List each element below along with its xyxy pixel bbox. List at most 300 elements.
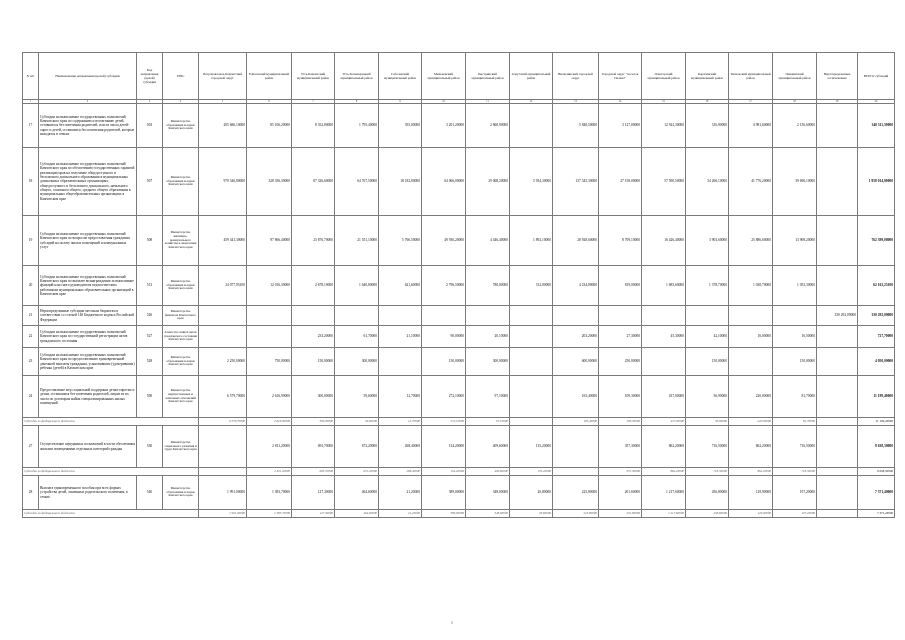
- amount-cell: 127,30000: [292, 510, 335, 518]
- amount-cell: [335, 306, 379, 326]
- grbs-name: Министерство финансов Камчатского края: [163, 306, 199, 326]
- column-number: 10: [422, 100, 466, 104]
- column-header: Городской округ "поселок Палана": [599, 53, 642, 100]
- grbs-name: Министерство имущественных и земельных отношений Камчатского края: [163, 376, 199, 418]
- amount-cell: [247, 326, 292, 348]
- amount-cell: 150,00000: [292, 348, 335, 376]
- amount-cell: [817, 266, 858, 306]
- amount-cell: 1 383,70000: [247, 476, 292, 510]
- amount-cell: 1 217,60000: [642, 476, 686, 510]
- column-header: Вилючинский городской округ: [553, 53, 599, 100]
- amount-cell: 220,00000: [729, 376, 773, 418]
- column-header: Соболевский муниципальный район: [379, 53, 422, 100]
- column-header: Быстринский муниципальный район: [466, 53, 510, 100]
- amount-cell: 16,00000: [729, 326, 773, 348]
- federal-subrow: [23, 418, 895, 426]
- subsidy-code: 527: [137, 326, 163, 348]
- amount-cell: 5 934,30000: [510, 148, 553, 216]
- amount-cell: [553, 426, 599, 468]
- amount-cell: 2 250,00000: [199, 348, 247, 376]
- row-number: 22: [23, 326, 39, 348]
- amount-cell: 348,00000: [466, 510, 510, 518]
- amount-cell: 85 106,20000: [247, 104, 292, 148]
- amount-cell: [553, 468, 599, 476]
- column-number: 20: [858, 100, 895, 104]
- amount-cell: 97 866,40000: [247, 216, 292, 266]
- amount-cell: 456,80000: [686, 476, 729, 510]
- amount-cell: 300,00000: [292, 376, 335, 418]
- table-row: [23, 426, 895, 468]
- amount-cell: [817, 326, 858, 348]
- subsidy-name: Субсидии на выполнение государственных полномочий Камчатского края по государственной регистрации актов гражданского состояния: [39, 326, 137, 348]
- amount-cell: 5 766,50000: [379, 216, 422, 266]
- amount-cell: 464,60000: [335, 476, 379, 510]
- subrow-label: Субсидии из федерального бюджета: [23, 510, 199, 518]
- amount-cell: 3 903,60000: [686, 216, 729, 266]
- subsidy-name: Субсидии на выполнение государственных полномочий Камчатского края по предоставлению единовременной денежной выплаты гражданам, усыновившим (удочерившим) ребенка (детей) в Камчатском крае: [39, 348, 137, 376]
- column-header: Наименование направления (целей) субсидии: [39, 53, 137, 100]
- amount-cell: 300,00000: [335, 348, 379, 376]
- amount-cell: [199, 468, 247, 476]
- amount-cell: 109,30000: [599, 418, 642, 426]
- amount-cell: 49 936,20000: [422, 216, 466, 266]
- amount-cell: 6 579,70000: [199, 418, 247, 426]
- subsidy-name: Нераспределенные субсидии местным бюджетам в соответствии со статьей 140 Бюджетного кодекса Российской Федерации: [39, 306, 137, 326]
- amount-cell: 8 709,10000: [599, 216, 642, 266]
- column-number: 12: [510, 100, 553, 104]
- grbs-name: Министерство образования и науки Камчатского края: [163, 476, 199, 510]
- amount-cell: [642, 306, 686, 326]
- amount-cell: 2 616,90000: [247, 418, 292, 426]
- amount-cell: 355,00000: [379, 104, 422, 148]
- amount-cell: 127,30000: [292, 476, 335, 510]
- amount-cell: 134,20000: [422, 426, 466, 468]
- amount-cell: 2 616,90000: [247, 376, 292, 418]
- federal-subrow: [23, 510, 895, 518]
- amount-cell: 16 426,40000: [642, 216, 686, 266]
- subsidy-table-sheet: [22, 52, 894, 518]
- column-header: Мильковский муниципальный район: [422, 53, 466, 100]
- column-header: Усть-Большерецкий муниципальный район: [335, 53, 379, 100]
- amount-cell: 61,70000: [335, 326, 379, 348]
- amount-cell: 1 795,40000: [335, 104, 379, 148]
- row-number: 23: [23, 348, 39, 376]
- amount-cell: 26,80000: [510, 510, 553, 518]
- column-number: 4: [163, 100, 199, 104]
- amount-cell: 459 341,30000: [199, 216, 247, 266]
- row-total: 340 511,59000: [858, 104, 895, 148]
- subrow-label: Субсидии из федерального бюджета: [23, 418, 199, 426]
- row-number: 24: [23, 376, 39, 418]
- amount-cell: 2 860,90000: [466, 104, 510, 148]
- column-header: ВСЕГО субсидий: [858, 53, 895, 100]
- amount-cell: 134,20000: [422, 468, 466, 476]
- amount-cell: 2 811,20000: [247, 426, 292, 468]
- amount-cell: 54 266,10000: [686, 148, 729, 216]
- table-row: [23, 326, 895, 348]
- column-header: Карагинский муниципальный район: [686, 53, 729, 100]
- subsidy-code: 590: [137, 376, 163, 418]
- grbs-name: Министерство образования и науки Камчатского края: [163, 266, 199, 306]
- amount-cell: 21 551,10000: [335, 216, 379, 266]
- amount-cell: 409,60000: [466, 426, 510, 468]
- amount-cell: 12,70000: [379, 376, 422, 418]
- amount-cell: [729, 306, 773, 326]
- amount-cell: 28 928,60000: [553, 216, 599, 266]
- amount-cell: 1 030,70000: [729, 266, 773, 306]
- amount-cell: [422, 306, 466, 326]
- subsidy-code: 528: [137, 348, 163, 376]
- amount-cell: 57 590,50000: [642, 148, 686, 216]
- amount-cell: 59,60000: [335, 376, 379, 418]
- column-header: N п/п: [23, 53, 39, 100]
- amount-cell: 389,00000: [422, 476, 466, 510]
- amount-cell: 330 292,09000: [817, 306, 858, 326]
- amount-cell: 233,20000: [292, 326, 335, 348]
- row-number: 27: [23, 426, 39, 468]
- column-header: Олюторский муниципальный район: [642, 53, 686, 100]
- amount-cell: 109,30000: [599, 376, 642, 418]
- amount-cell: 1 640,80000: [335, 266, 379, 306]
- amount-cell: 12 922,30000: [642, 104, 686, 148]
- subsidy-table: [22, 52, 895, 518]
- subsidy-name: Субсидии на выполнение государственных полномочий Камчатского края по выплате вознаграждения за выполнение функций классного руководителя педагогическим работникам муниципальных образовательных организаций в Камчатском крае: [39, 266, 137, 306]
- amount-cell: 2 678,10000: [292, 266, 335, 306]
- amount-cell: [599, 306, 642, 326]
- amount-cell: 26,80000: [510, 476, 553, 510]
- amount-cell: 716,50000: [686, 468, 729, 476]
- column-number: 1: [23, 100, 39, 104]
- amount-cell: [510, 306, 553, 326]
- amount-cell: 672,20000: [335, 468, 379, 476]
- amount-cell: 8 352,80000: [292, 104, 335, 148]
- row-number: 19: [23, 216, 39, 266]
- amount-cell: 409,60000: [466, 468, 510, 476]
- amount-cell: 36,90000: [686, 376, 729, 418]
- amount-cell: 464,60000: [335, 510, 379, 518]
- column-header: Елизовский муниципальный район: [247, 53, 292, 100]
- amount-cell: [553, 306, 599, 326]
- table-row: [23, 216, 895, 266]
- row-number: 17: [23, 104, 39, 148]
- amount-cell: 2 811,20000: [247, 468, 292, 476]
- amount-cell: 750,00000: [247, 348, 292, 376]
- amount-cell: [817, 348, 858, 376]
- table-row: [23, 266, 895, 306]
- row-total: 4 050,00000: [858, 348, 895, 376]
- column-number: 3: [137, 100, 163, 104]
- amount-cell: 780,00000: [466, 266, 510, 306]
- federal-subrow: [23, 468, 895, 476]
- amount-cell: 87 326,60000: [292, 148, 335, 216]
- amount-cell: 97,10000: [466, 376, 510, 418]
- column-number: 8: [335, 100, 379, 104]
- amount-cell: 36,90000: [686, 418, 729, 426]
- amount-cell: 272,10000: [422, 418, 466, 426]
- amount-cell: 27 158,00000: [599, 148, 642, 216]
- row-total: 7 371,40000: [858, 510, 895, 518]
- amount-cell: 716,50000: [773, 426, 817, 468]
- grbs-name: Министерство образования и науки Камчатского края: [163, 148, 199, 216]
- subrow-label: Субсидии из федерального бюджета: [23, 468, 199, 476]
- grbs-name: Министерство социального развития и труда Камчатского края: [163, 426, 199, 468]
- amount-cell: 6 579,70000: [199, 376, 247, 418]
- column-header: Усть-Камчатский муниципальный район: [292, 53, 335, 100]
- amount-cell: [686, 306, 729, 326]
- column-number: 6: [247, 100, 292, 104]
- amount-cell: [817, 426, 858, 468]
- amount-cell: [292, 306, 335, 326]
- amount-cell: 18 182,80000: [379, 148, 422, 216]
- amount-cell: [510, 376, 553, 418]
- amount-cell: 135,20000: [510, 426, 553, 468]
- subsidy-code: 540: [137, 476, 163, 510]
- amount-cell: 81,70000: [773, 376, 817, 418]
- amount-cell: 27,30000: [599, 326, 642, 348]
- table-row: [23, 348, 895, 376]
- amount-cell: 12,70000: [379, 418, 422, 426]
- column-number: 13: [553, 100, 599, 104]
- subsidy-code: 503: [137, 104, 163, 148]
- amount-cell: 316,90000: [686, 104, 729, 148]
- row-total: 762 399,08000: [858, 216, 895, 266]
- amount-cell: 41 776,20000: [729, 148, 773, 216]
- amount-cell: 129,90000: [729, 476, 773, 510]
- row-total: 330 292,09000: [858, 306, 895, 326]
- amount-cell: [817, 476, 858, 510]
- row-total: 7 371,40000: [858, 476, 895, 510]
- amount-cell: 4 446,40000: [466, 216, 510, 266]
- amount-cell: 150,00000: [773, 348, 817, 376]
- amount-cell: 272,10000: [422, 376, 466, 418]
- column-header: Петропавловск-Камчатский городской округ: [199, 53, 247, 100]
- column-number: 16: [686, 100, 729, 104]
- amount-cell: 1 053,30000: [773, 266, 817, 306]
- amount-cell: [817, 510, 858, 518]
- amount-cell: 389,00000: [422, 510, 466, 518]
- subsidy-name: Субсидии на выполнение государственных полномочий Камчатского края по вопросам предоставления гражданам субсидий на оплату жилых помещений и коммунальных услуг: [39, 216, 137, 266]
- header-row: [23, 53, 895, 100]
- amount-cell: [379, 348, 422, 376]
- table-body: [23, 100, 895, 518]
- amount-cell: 24 077,95100: [199, 266, 247, 306]
- amount-cell: 716,50000: [686, 426, 729, 468]
- amount-cell: 64 767,50000: [335, 148, 379, 216]
- amount-cell: 13 908,20000: [773, 216, 817, 266]
- subsidy-name: Выплата единовременного пособия при всех формах устройства детей, лишенных родительского попечения, в семью: [39, 476, 137, 510]
- amount-cell: 862,20000: [642, 468, 686, 476]
- amount-cell: 2 796,50000: [422, 266, 466, 306]
- amount-cell: 456,80000: [686, 510, 729, 518]
- amount-cell: 1 991,00000: [199, 476, 247, 510]
- amount-cell: 970 346,80000: [199, 148, 247, 216]
- table-row: [23, 376, 895, 418]
- grbs-name: Министерство образования и науки Камчатского края: [163, 104, 199, 148]
- amount-cell: [817, 468, 858, 476]
- amount-cell: 16,50000: [773, 326, 817, 348]
- amount-cell: 25 886,60000: [729, 216, 773, 266]
- subsidy-code: 507: [137, 148, 163, 216]
- table-row: [23, 104, 895, 148]
- amount-cell: 90,00000: [422, 326, 466, 348]
- grbs-name: Министерство жилищно-коммунального хозяйства и энергетики Камчатского края: [163, 216, 199, 266]
- table-row: [23, 306, 895, 326]
- amount-cell: 357,30000: [599, 468, 642, 476]
- row-total: 11 199,40000: [858, 376, 895, 418]
- amount-cell: [510, 418, 553, 426]
- amount-cell: 250,00000: [599, 348, 642, 376]
- amount-cell: 205 686,10000: [199, 104, 247, 148]
- amount-cell: 1 217,60000: [642, 510, 686, 518]
- amount-cell: 97,10000: [466, 418, 510, 426]
- amount-cell: [817, 216, 858, 266]
- amount-cell: 81,70000: [773, 418, 817, 426]
- amount-cell: [247, 306, 292, 326]
- amount-cell: 129,90000: [729, 510, 773, 518]
- row-total: 8 638,30000: [858, 468, 895, 476]
- subsidy-code: 530: [137, 426, 163, 468]
- amount-cell: 201,60000: [599, 476, 642, 510]
- amount-cell: 64 066,00000: [422, 148, 466, 216]
- amount-cell: 150,00000: [422, 348, 466, 376]
- amount-cell: 268,40000: [379, 468, 422, 476]
- row-number: 20: [23, 266, 39, 306]
- amount-cell: 819,00000: [599, 266, 642, 306]
- column-number: 11: [466, 100, 510, 104]
- amount-cell: 197,20000: [773, 476, 817, 510]
- column-header: ГРБС: [163, 53, 199, 100]
- amount-cell: [642, 348, 686, 376]
- column-header: Алеутский муниципальный район: [510, 53, 553, 100]
- amount-cell: 693,70000: [292, 468, 335, 476]
- amount-cell: 3 127,00000: [599, 104, 642, 148]
- amount-cell: 5 848,50000: [553, 104, 599, 148]
- amount-cell: 862,20000: [729, 426, 773, 468]
- subsidy-code: 508: [137, 216, 163, 266]
- amount-cell: 23 876,70000: [292, 216, 335, 266]
- amount-cell: 1 383,70000: [247, 510, 292, 518]
- amount-cell: 201,60000: [599, 510, 642, 518]
- column-number: 5: [199, 100, 247, 104]
- subsidy-name: Субсидии на выполнение государственных полномочий Камчатского края по содержанию и воспитанию детей, оставшихся без попечения родителей, или из числа детей-сирот и детей, оставшихся без попечения родителей, которые находятся в семьях: [39, 104, 137, 148]
- column-number: 15: [642, 100, 686, 104]
- amount-cell: 225,80000: [553, 510, 599, 518]
- column-header: Тигильский муниципальный район: [729, 53, 773, 100]
- amount-cell: 135,20000: [510, 468, 553, 476]
- amount-cell: [199, 306, 247, 326]
- column-number: 17: [729, 100, 773, 104]
- amount-cell: 348,00000: [466, 476, 510, 510]
- amount-cell: 716,50000: [773, 468, 817, 476]
- amount-cell: [510, 326, 553, 348]
- amount-cell: 672,20000: [335, 426, 379, 468]
- amount-cell: 45,30000: [642, 326, 686, 348]
- row-total: 1 958 014,90000: [858, 148, 895, 216]
- amount-cell: 197,20000: [773, 510, 817, 518]
- grbs-name: Агентство записи актов гражданского состояния Камчатского края: [163, 326, 199, 348]
- subsidy-code: 526: [137, 306, 163, 326]
- amount-cell: 21,20000: [379, 476, 422, 510]
- amount-cell: 42,10000: [686, 326, 729, 348]
- column-header: Нераспределенные ассигнования: [817, 53, 858, 100]
- subsidy-name: Субсидии на выполнение государственных полномочий Камчатского края по обеспечению государственных гарантий реализации прав на получение общедоступного и бесплатного дошкольного образования в муниципальных дошкольных образовательных организациях, общедоступного и бесплатного дошкольного, начального общего, основного общего, среднего общего образования в муниципальных общеобразовательных организациях в Камчатском крае: [39, 148, 137, 216]
- amount-cell: [199, 326, 247, 348]
- amount-cell: 20,10000: [466, 326, 510, 348]
- amount-cell: 1 685,60000: [642, 266, 686, 306]
- column-number: 19: [817, 100, 858, 104]
- amount-cell: 1 378,70000: [686, 266, 729, 306]
- column-number: 18: [773, 100, 817, 104]
- row-total: 727,70000: [858, 326, 895, 348]
- column-number: 7: [292, 100, 335, 104]
- column-header: Пенжинский муниципальный район: [773, 53, 817, 100]
- amount-cell: [379, 306, 422, 326]
- amount-cell: 693,70000: [292, 426, 335, 468]
- table-row: [23, 148, 895, 216]
- row-total: 62 163,25100: [858, 266, 895, 306]
- amount-cell: 4 234,80000: [553, 266, 599, 306]
- amount-cell: 165,40000: [553, 418, 599, 426]
- amount-cell: 621,60000: [379, 266, 422, 306]
- column-number: 14: [599, 100, 642, 104]
- amount-cell: 59,60000: [335, 418, 379, 426]
- subsidy-name: Предоставление мер социальной поддержки детям-сиротам и детям, оставшимся без попечения родителей, лицам из их числа по договорам найма специализированных жилых помещений: [39, 376, 137, 418]
- amount-cell: 165,40000: [553, 376, 599, 418]
- subsidy-name: Осуществление переданных полномочий в части обеспечения жилыми помещениями отдельных категорий граждан: [39, 426, 137, 468]
- amount-cell: 300,00000: [292, 418, 335, 426]
- column-header: Код направления (целей) субсидии: [137, 53, 163, 100]
- amount-cell: 357,30000: [599, 426, 642, 468]
- amount-cell: 437,00000: [642, 376, 686, 418]
- grbs-name: Министерство образования и науки Камчатского края: [163, 348, 199, 376]
- amount-cell: [199, 426, 247, 468]
- amount-cell: 312,00000: [510, 266, 553, 306]
- amount-cell: [729, 348, 773, 376]
- table-row: [23, 476, 895, 510]
- amount-cell: [817, 148, 858, 216]
- amount-cell: 328 356,30000: [247, 148, 292, 216]
- amount-cell: 39 696,10000: [773, 148, 817, 216]
- column-number: 9: [379, 100, 422, 104]
- amount-cell: 4 981,60000: [729, 104, 773, 148]
- amount-cell: [817, 418, 858, 426]
- amount-cell: 150,00000: [686, 348, 729, 376]
- amount-cell: 225,80000: [553, 476, 599, 510]
- row-number: 28: [23, 476, 39, 510]
- row-number: 18: [23, 148, 39, 216]
- amount-cell: 137 345,30000: [553, 148, 599, 216]
- page-number: 1: [451, 620, 453, 625]
- amount-cell: 300,00000: [466, 348, 510, 376]
- amount-cell: 2 156,60000: [773, 104, 817, 148]
- amount-cell: [510, 104, 553, 148]
- amount-cell: 600,00000: [553, 348, 599, 376]
- row-total: 8 638,30000: [858, 426, 895, 468]
- amount-cell: 3 201,20000: [422, 104, 466, 148]
- amount-cell: 21,10000: [379, 326, 422, 348]
- amount-cell: 12 016,30000: [247, 266, 292, 306]
- amount-cell: [510, 348, 553, 376]
- amount-cell: [817, 376, 858, 418]
- amount-cell: 1 892,10000: [510, 216, 553, 266]
- amount-cell: [817, 104, 858, 148]
- amount-cell: 21,20000: [379, 510, 422, 518]
- amount-cell: 862,20000: [642, 426, 686, 468]
- amount-cell: 29 068,20000: [466, 148, 510, 216]
- amount-cell: [466, 306, 510, 326]
- amount-cell: 203,20000: [553, 326, 599, 348]
- row-total: 11 199,40000: [858, 418, 895, 426]
